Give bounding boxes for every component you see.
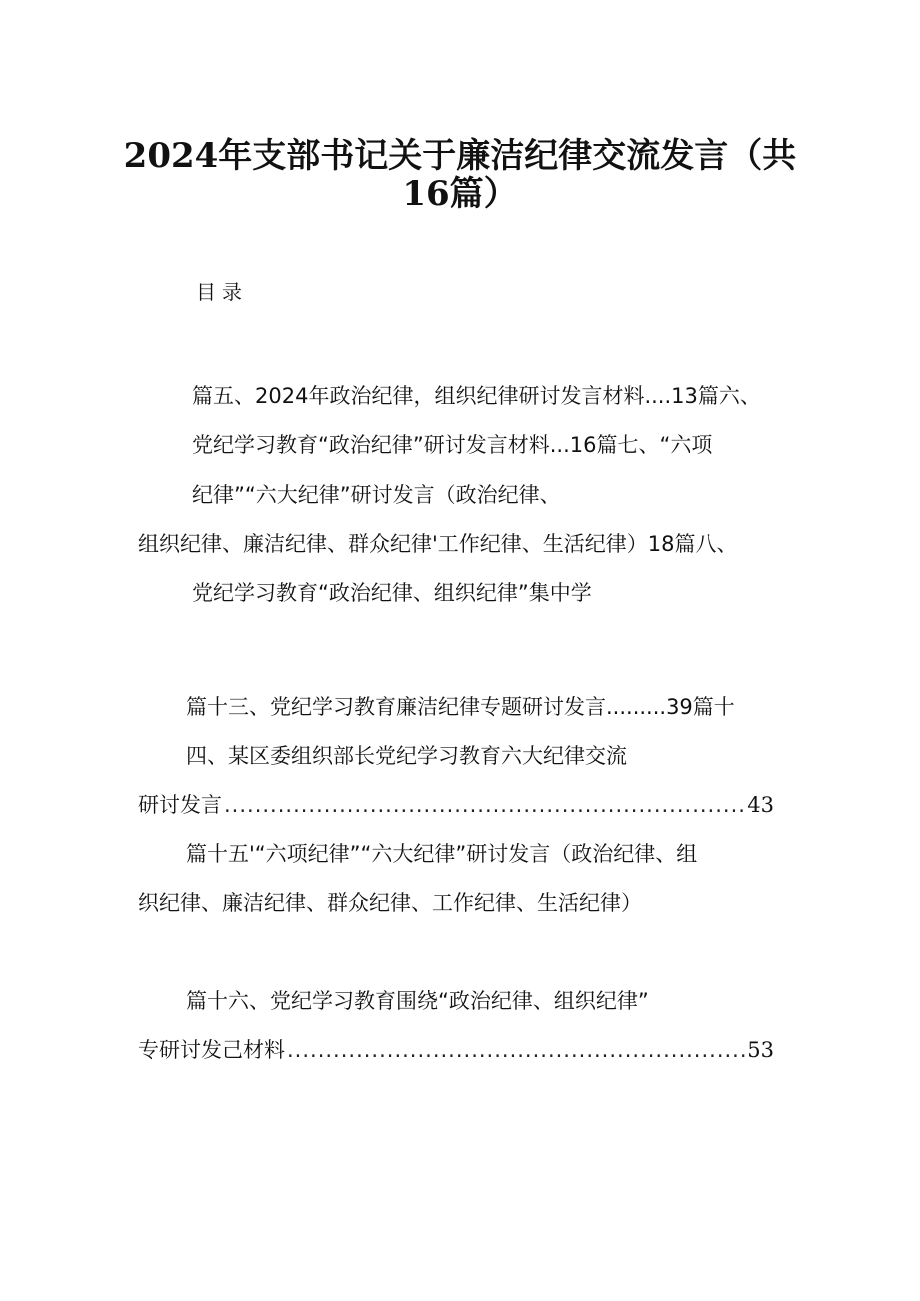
document-title-line-2: 16篇） [402,174,518,214]
dot-leader [287,1038,745,1062]
toc-entry: 篇五、2024年政治纪律，组织纪律研讨发言材料....13篇六、 [192,384,761,408]
dot-leader [224,793,745,817]
document-title-line-1: 2024年支部书记关于廉洁纪律交流发言（共 [123,136,797,176]
toc-entry: 党纪学习教育“政治纪律、组织纪律”集中学 [192,581,592,605]
toc-entry: 篇十六、党纪学习教育围绕“政治纪律、组织纪律” [186,989,649,1013]
toc-entry: 纪律”“六大纪律”研讨发言（政治纪律、 [192,483,561,507]
toc-entry: 篇十五'“六项纪律”“六大纪律”研讨发言（政治纪律、组 [186,842,698,866]
toc-page-number: 43 [747,793,774,817]
toc-entry: 党纪学习教育“政治纪律”研讨发言材料...16篇七、“六项 [192,433,713,457]
toc-entry: 篇十三、党纪学习教育廉洁纪律专题研讨发言.........39篇十 [186,695,735,719]
toc-entry: 织纪律、廉洁纪律、群众纪律、工作纪律、生活纪律） [138,891,642,915]
toc-entry-with-leader [138,789,774,819]
toc-entry: 四、某区委组织部长党纪学习教育六大纪律交流 [186,744,627,768]
toc-entry: 组织纪律、廉洁纪律、群众纪律'工作纪律、生活纪律）18篇八、 [138,532,738,556]
toc-entry-with-leader [138,1034,774,1064]
toc-entry-text: 研讨发言 [138,793,222,817]
toc-page-number: 53 [747,1038,774,1062]
toc-entry-text: 专研讨发己材料 [138,1038,285,1062]
toc-heading: 目录 [196,280,248,304]
